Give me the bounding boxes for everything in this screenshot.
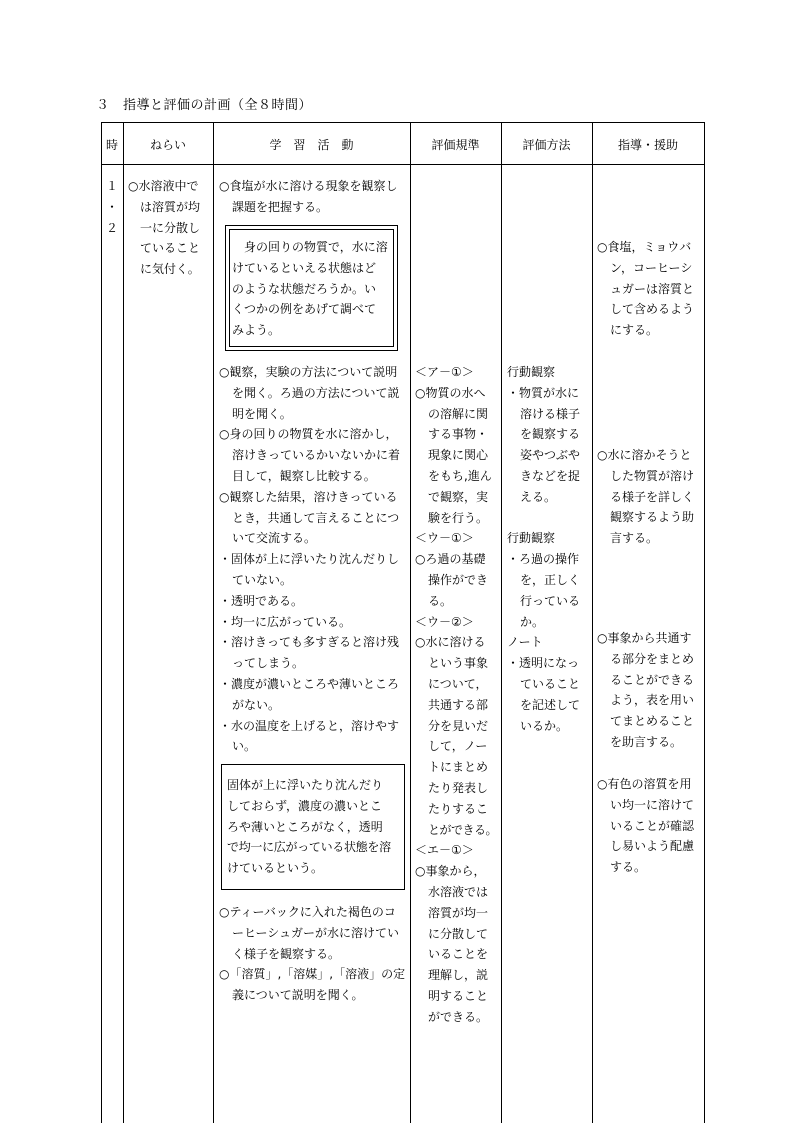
method-line: 姿やつぶや	[520, 448, 581, 463]
support-line: して含めるよう	[610, 302, 695, 317]
support-line: した物質が溶け	[610, 468, 695, 483]
criteria-line: 験を行う。	[428, 510, 489, 525]
method-line: を観察する	[520, 427, 581, 442]
support-line: にする。	[610, 323, 659, 338]
method-line: ・ろ過の操作	[507, 552, 580, 567]
method-line: 行っている	[520, 593, 581, 608]
method-cell	[507, 362, 591, 736]
question-box-text	[232, 237, 392, 341]
support-line: ○食塩，ミョウバ	[597, 240, 692, 254]
support-block-4	[597, 774, 703, 878]
activity-line: がない。	[232, 697, 281, 712]
method-line: ていること	[520, 676, 581, 691]
criteria-line: 共通する部	[428, 697, 489, 712]
criteria-line: ができる。	[428, 1009, 489, 1024]
col-divider-time	[123, 122, 124, 1123]
activity-main	[219, 362, 409, 757]
criteria-line: 分を見いだ	[428, 718, 489, 733]
criteria-line: ○水に溶ける	[415, 635, 486, 650]
criteria-line: する事物・	[428, 427, 489, 442]
activity-line: ・透明である。	[219, 593, 304, 608]
activity-line: 義について説明を聞く。	[232, 988, 364, 1003]
activity-line: 課題を把握する。	[232, 199, 329, 214]
header-time: 時	[105, 137, 118, 152]
support-line: ○事象から共通す	[597, 631, 692, 645]
criteria-line: る。	[428, 593, 453, 608]
activity-line: ○「溶質」,「溶媒」,「溶液」の定	[219, 967, 406, 982]
method-line: きなどを捉	[520, 468, 581, 483]
criteria-line: 溶質が均一	[428, 905, 489, 920]
col-divider-activity	[410, 122, 411, 1123]
method-line: 溶ける様子	[520, 406, 581, 421]
question-line: けているといえる状態はど	[232, 260, 377, 275]
activity-bottom	[219, 902, 409, 1006]
activity-line: ○観察した結果，溶けきっている	[219, 489, 398, 504]
activity-line: ・溶けきっても多すぎると溶け残	[219, 635, 400, 650]
activity-line: 溶けきっているかいないかに着	[232, 448, 401, 463]
activity-line: ○身の回りの物質を水に溶かし，	[219, 427, 398, 442]
activity-intro	[219, 176, 409, 218]
activity-line: ・水の温度を上げると，溶けやす	[219, 718, 400, 733]
activity-line: ・濃度が濃いところや薄いところ	[219, 676, 400, 691]
method-line: いるか。	[520, 718, 569, 733]
criteria-line: とができる。	[428, 822, 498, 837]
table-top-border	[101, 122, 704, 123]
definition-line: 固体が上に浮いたり沈んだり	[227, 778, 384, 792]
method-line: 行動観察	[507, 531, 556, 546]
section-title: ３ 指導と評価の計画（全８時間）	[96, 98, 313, 113]
activity-line: ○ティーバックに入れた褐色のコ	[219, 905, 396, 919]
definition-line: けているという。	[227, 861, 324, 876]
criteria-line: ＜エ－①＞	[415, 843, 474, 858]
support-line: いることが確認	[610, 818, 695, 833]
support-line: ることができる	[610, 672, 695, 687]
criteria-line: で観察，実	[428, 489, 489, 504]
definition-box-text	[227, 775, 403, 879]
criteria-line: 操作ができ	[428, 572, 489, 587]
aim-line: は溶質が均	[140, 199, 201, 214]
activity-line: とき，共通して言えることにつ	[232, 510, 400, 525]
criteria-line: について，	[428, 676, 488, 691]
question-line: くつかの例をあげて調べて	[232, 302, 377, 317]
header-method: 評価方法	[522, 137, 571, 152]
table-right-border	[704, 122, 705, 1123]
criteria-line: ○ろ過の基礎	[415, 552, 486, 567]
criteria-line: いることを	[428, 947, 489, 962]
criteria-line: という事象	[428, 656, 489, 671]
activity-line: 目して，観察し比較する。	[232, 468, 376, 483]
method-line: を，正しく	[520, 572, 581, 587]
table-header-border	[101, 164, 704, 165]
activity-line: を聞く。ろ過の方法について説	[232, 385, 400, 400]
activity-line: ・均一に広がっている。	[219, 614, 352, 629]
criteria-line: の溶解に関	[428, 406, 489, 421]
criteria-line: ○事象から，	[415, 864, 486, 879]
header-criteria: 評価規準	[431, 137, 480, 152]
activity-line: ーヒーシュガーが水に溶けてい	[232, 925, 400, 940]
method-line: を記述して	[520, 697, 581, 712]
time-cell	[104, 176, 120, 238]
activity-line: ってしまう。	[232, 656, 305, 671]
method-line: ・物質が水に	[507, 385, 580, 400]
support-line: る様子を詳しく	[610, 489, 695, 504]
criteria-line: して，ノー	[428, 739, 488, 754]
aim-line: ○水溶液中で	[128, 179, 199, 193]
support-line: し易いよう配慮	[610, 839, 695, 854]
col-divider-method	[592, 122, 593, 1123]
time-line: ２	[105, 220, 118, 235]
activity-line: い。	[232, 739, 257, 754]
definition-line: しておらず，濃度の濃いとこ	[227, 798, 383, 813]
method-line: える。	[520, 489, 557, 504]
support-line: よう，表を用い	[610, 693, 695, 708]
support-block-3	[597, 628, 703, 753]
criteria-line: ○物質の水へ	[415, 385, 486, 400]
aim-line: に気付く。	[140, 262, 200, 277]
support-line: い均一に溶けて	[610, 797, 695, 812]
activity-line: ○食塩が水に溶ける現象を観察し	[219, 179, 398, 193]
time-line: １	[105, 179, 118, 193]
support-line: 観察するよう助	[610, 510, 695, 525]
method-line: 行動観察	[507, 365, 556, 379]
col-divider-aim	[213, 122, 214, 1123]
question-line: 身の回りの物質で，水に溶	[244, 240, 388, 254]
criteria-line: ＜ウ－②＞	[415, 614, 474, 629]
header-activity: 学 習 活 動	[269, 137, 354, 152]
criteria-line: ＜ウ－①＞	[415, 531, 474, 546]
time-line: ・	[105, 199, 118, 214]
criteria-line: ＜ア－①＞	[415, 365, 474, 379]
support-block-2	[597, 445, 703, 549]
criteria-line: に分散して	[428, 926, 489, 941]
support-line: 言する。	[610, 531, 659, 546]
activity-line: 明を聞く。	[232, 406, 292, 421]
aim-line: 一に分散し	[140, 220, 201, 235]
support-line: ン，コーヒーシ	[610, 260, 693, 275]
support-line: ○水に溶かそうと	[597, 448, 692, 462]
activity-line: ・固体が上に浮いたり沈んだりし	[219, 552, 400, 567]
criteria-line: たり発表し	[428, 780, 489, 795]
method-line	[507, 508, 591, 529]
criteria-line: たりするこ	[428, 801, 489, 816]
activity-line: ていない。	[232, 572, 293, 587]
criteria-line: 水溶液では	[428, 884, 489, 899]
activity-line: ○観察，実験の方法について説明	[219, 365, 398, 379]
method-line: ・透明になっ	[507, 656, 580, 671]
col-divider-criteria	[501, 122, 502, 1123]
method-line: か。	[520, 614, 545, 629]
question-line: みよう。	[232, 323, 281, 338]
criteria-cell	[415, 362, 501, 1028]
criteria-line: をもち,進ん	[428, 468, 492, 483]
criteria-line: 理解し，説	[428, 968, 489, 983]
definition-line: ろや薄いところがなく，透明	[227, 819, 383, 834]
activity-line: いて交流する。	[232, 531, 317, 546]
table-left-border	[101, 122, 102, 1123]
support-line: ○有色の溶質を用	[597, 777, 692, 791]
support-line: する。	[610, 860, 647, 875]
criteria-line: トにまとめ	[428, 760, 489, 775]
question-line: のような状態だろうか。い	[232, 281, 377, 296]
support-block-1	[597, 237, 703, 341]
criteria-line: 現象に関心	[428, 448, 489, 463]
aim-line: ていること	[140, 241, 201, 256]
aim-cell	[128, 176, 212, 280]
definition-line: で均一に広がっている状態を溶	[227, 840, 391, 855]
activity-line: く様子を観察する。	[232, 946, 341, 961]
header-aim: ねらい	[149, 137, 186, 152]
support-line: てまとめること	[610, 714, 695, 729]
criteria-line: 明すること	[428, 988, 489, 1003]
method-line: ノート	[507, 635, 543, 650]
support-line: を助言する。	[610, 734, 683, 749]
header-support: 指導・援助	[617, 137, 678, 152]
support-line: る部分をまとめ	[610, 651, 695, 666]
support-line: ュガーは溶質と	[610, 281, 695, 296]
